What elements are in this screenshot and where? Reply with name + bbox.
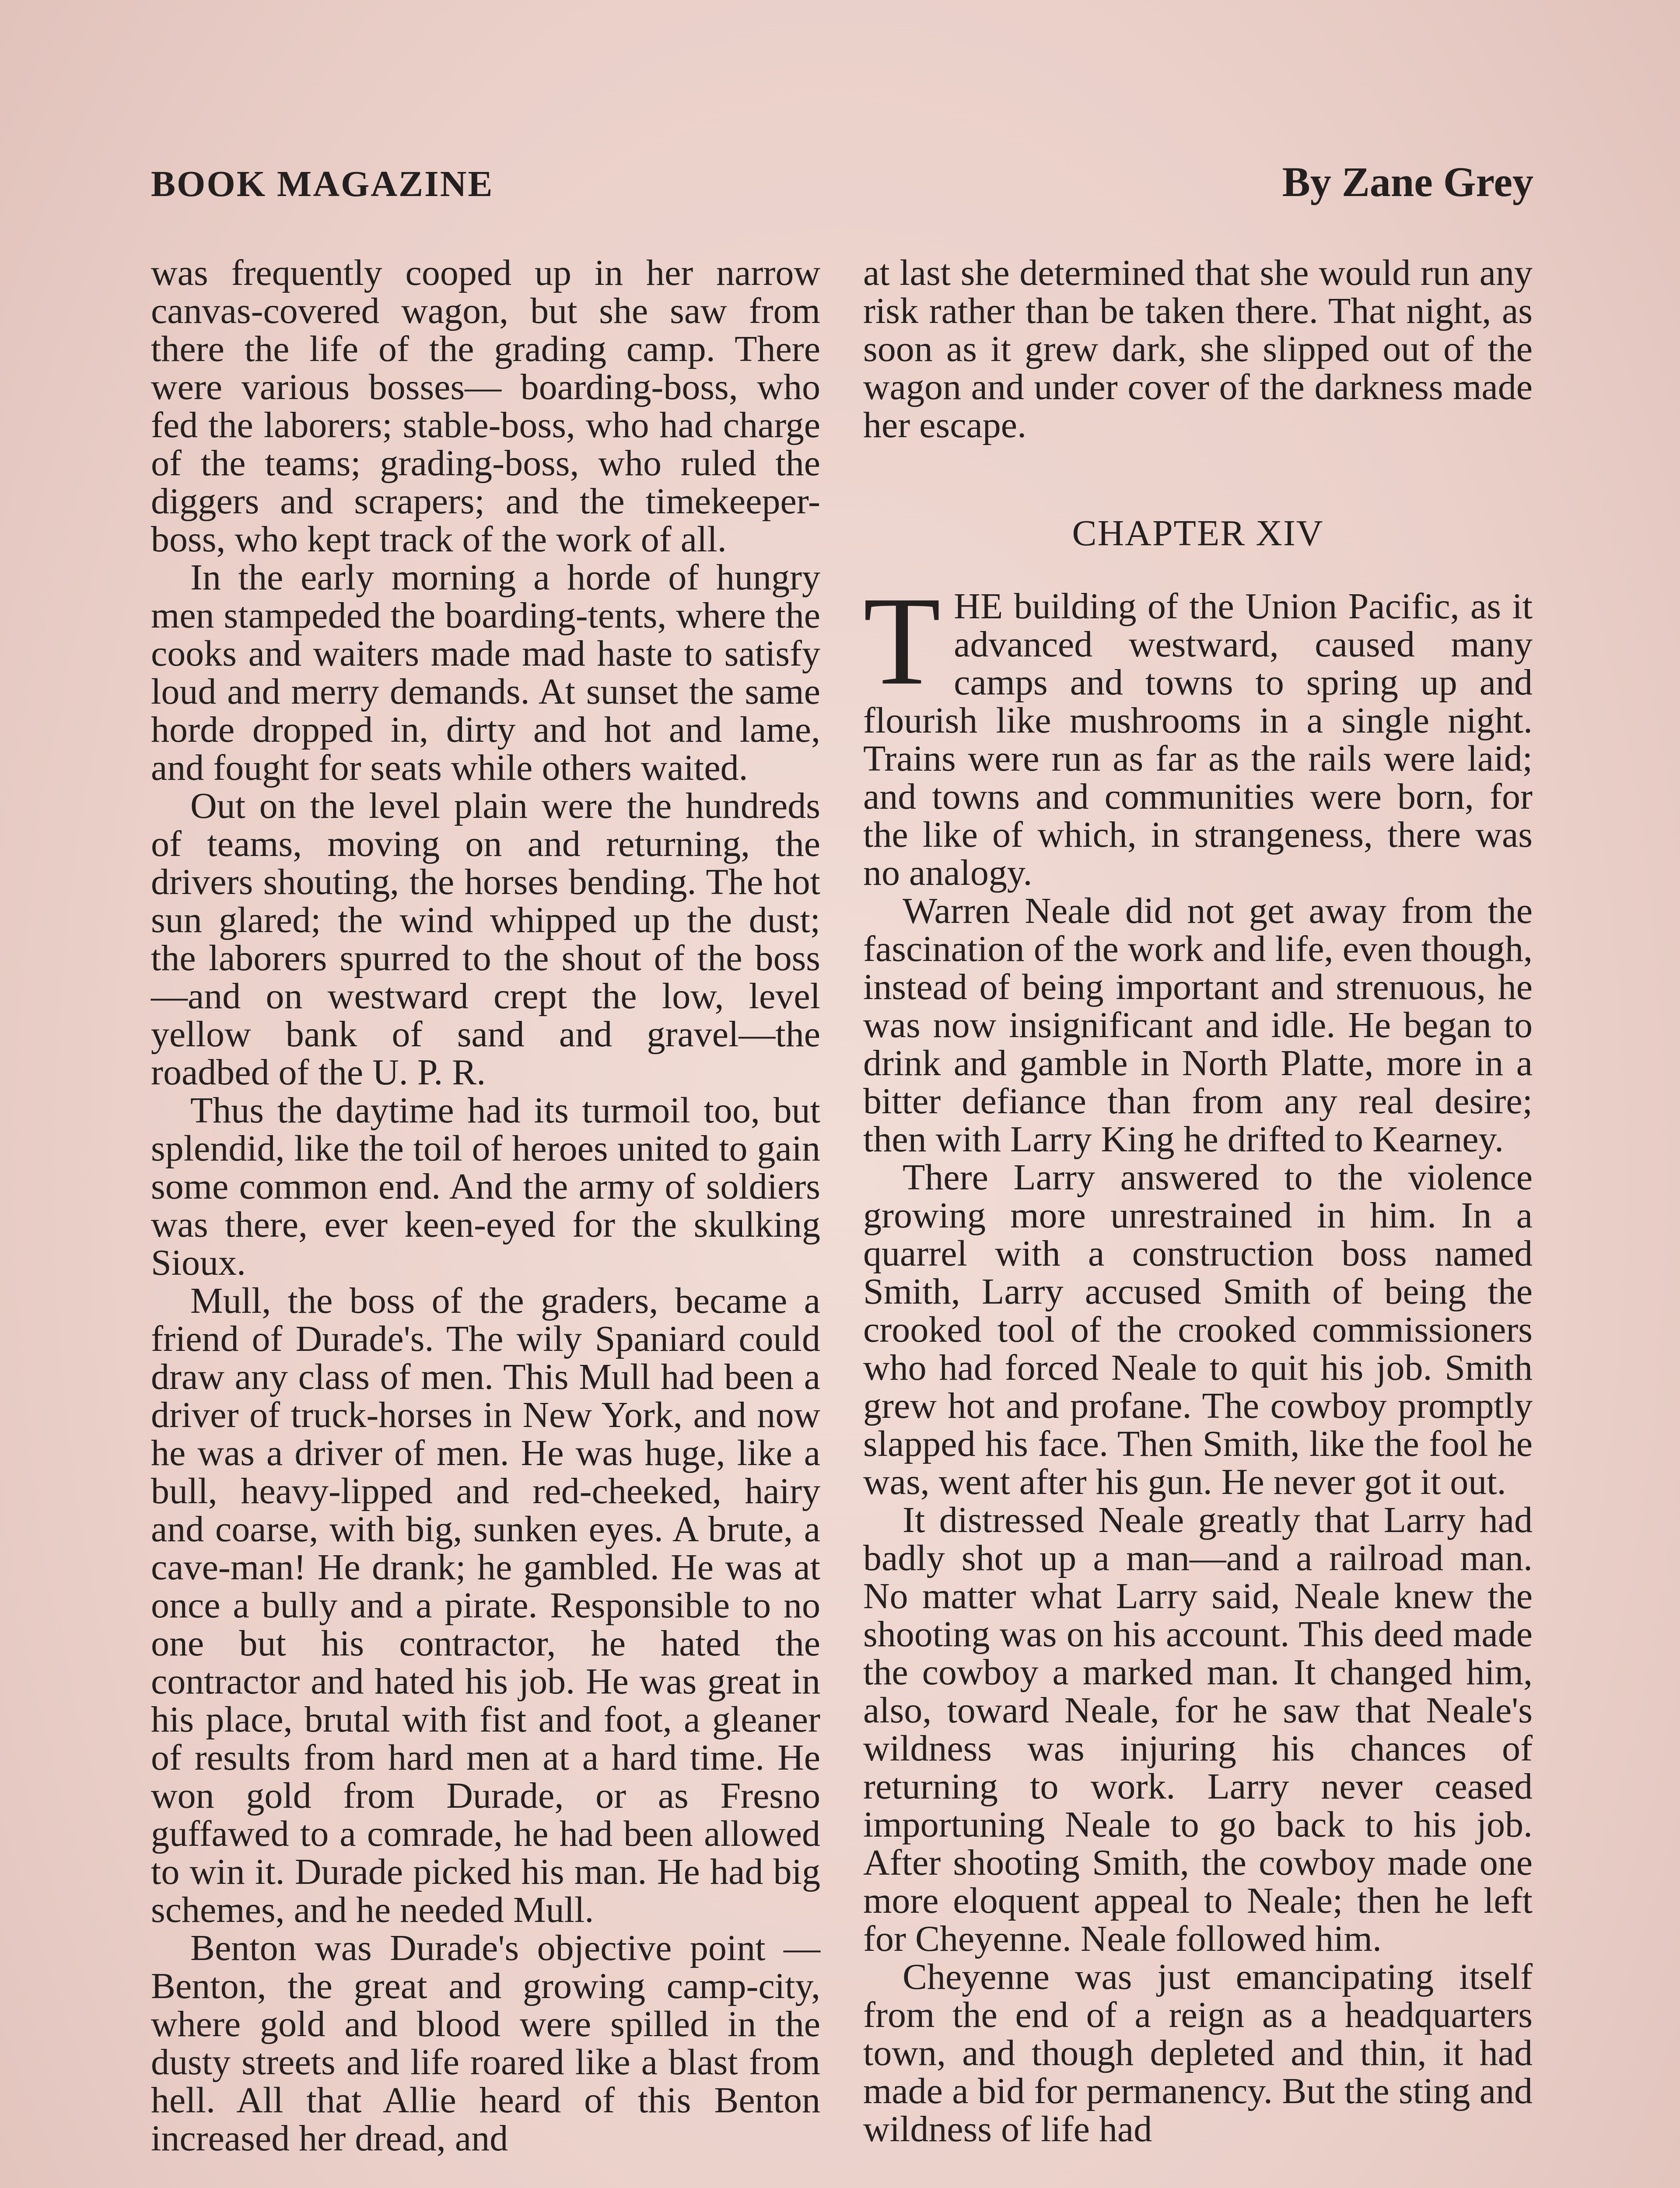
right-column <box>863 254 1533 2148</box>
running-header <box>151 158 1533 210</box>
paragraph: at last she determined that she would run any risk rather than be taken there. That night, as soon as it grew dark, she slipped out of the wagon and under cover of the darkness made her escape. <box>863 252 1533 445</box>
paragraph: Mull, the boss of the graders, became a friend of Durade's. The wily Spaniard could draw any class of men. This Mull had been a driver of truck-horses in New York, and now he was a driver of men. He was huge, like a bull, heavy-lipped and red-cheeked, hairy and coarse, with big, sunken eyes. A brute, a cave-man! He drank; he gambled. He was at once a bully and a pirate. Responsible to no one but his contractor, he hated the contractor and hated his job. He was great in his place, brutal with fist and foot, a gleaner of results from hard men at a hard time. He won gold from Durade, or as Fresno guffawed to a comrade, he had been allowed to win it. Durade picked his man. He had big schemes, and he needed Mull. <box>151 1280 820 1930</box>
chapter-first-paragraph <box>863 571 1533 893</box>
paragraph: In the early morning a horde of hungry men stampeded the boarding-tents, where the cooks and waiters made mad haste to satisfy loud and merry demands. At sunset the same horde dropped in, dirty and hot and lame, and fought for seats while others waited. <box>151 557 820 788</box>
magazine-title: BOOK MAGAZINE <box>151 164 494 204</box>
paragraph: was frequently cooped up in her narrow canvas-covered wagon, but she saw from there the life of the grading camp. There were various bosses— boarding-boss, who fed the laborers; stable-boss, who had charge of the teams; grading-boss, who ruled the diggers and scrapers; and the timekeeper-boss, who kept track of the work of all. <box>151 252 820 560</box>
paragraph: Out on the level plain were the hundreds of teams, moving on and returning, the drivers shouting, the horses bending. The hot sun glared; the wind whipped up the dust; the laborers spurred to the shout of the boss—and on westward crept the low, level yellow bank of sand and gravel—the roadbed of the U. P. R. <box>151 785 820 1093</box>
paragraph: There Larry answered to the violence growing more unrestrained in him. In a quarrel with a construction boss named Smith, Larry accused Smith of being the crooked tool of the crooked commissioners who had forced Neale to quit his job. Smith grew hot and profane. The cowboy promptly slapped his face. Then Smith, like the fool he was, went after his gun. He never got it out. <box>863 1157 1533 1502</box>
paragraph: Thus the daytime had its turmoil too, but splendid, like the toil of heroes united to gain some common end. And the army of soldiers was there, ever keen-eyed for the skulking Sioux. <box>151 1090 820 1283</box>
left-column <box>151 254 820 2157</box>
chapter-heading: CHAPTER XIV <box>1072 513 1324 554</box>
paragraph: It distressed Neale greatly that Larry had badly shot up a man—and a railroad man. No matter what Larry said, Neale knew the shooting was on his account. This deed made the cowboy a marked man. It changed him, also, toward Neale, for he saw that Neale's wildness was injuring his chances of returning to work. Larry never ceased importuning Neale to go back to his job. After shooting Smith, the cowboy made one more eloquent appeal to Neale; then he left for Cheyenne. Neale followed him. <box>863 1500 1533 1959</box>
drop-cap: T <box>863 571 941 711</box>
paragraph: Warren Neale did not get away from the fascination of the work and life, even though, instead of being important and strenuous, he was now insignificant and idle. He began to drink and gamble in North Platte, more in a bitter defiance than from any real desire; then with Larry King he drifted to Kearney. <box>863 891 1533 1160</box>
paragraph-text: HE building of the Union Pacific, as it advanced westward, caused many camps and towns to spring up and flourish like mushrooms in a single night. Trains were run as far as the rails were laid; and towns and communities were born, for the like of which, in strangeness, there was no analogy. <box>863 586 1533 893</box>
paragraph: Cheyenne was just emancipating itself from the end of a reign as a headquarters town, and though depleted and thin, it had made a bid for permanency. But the sting and wildness of life had <box>863 1957 1533 2149</box>
paragraph: Benton was Durade's objective point —Benton, the great and growing camp-city, where gold and blood were spilled in the dusty streets and life roared like a blast from hell. All that Allie heard of this Benton increased her dread, and <box>151 1928 820 2159</box>
author-byline: By Zane Grey <box>1282 158 1533 205</box>
